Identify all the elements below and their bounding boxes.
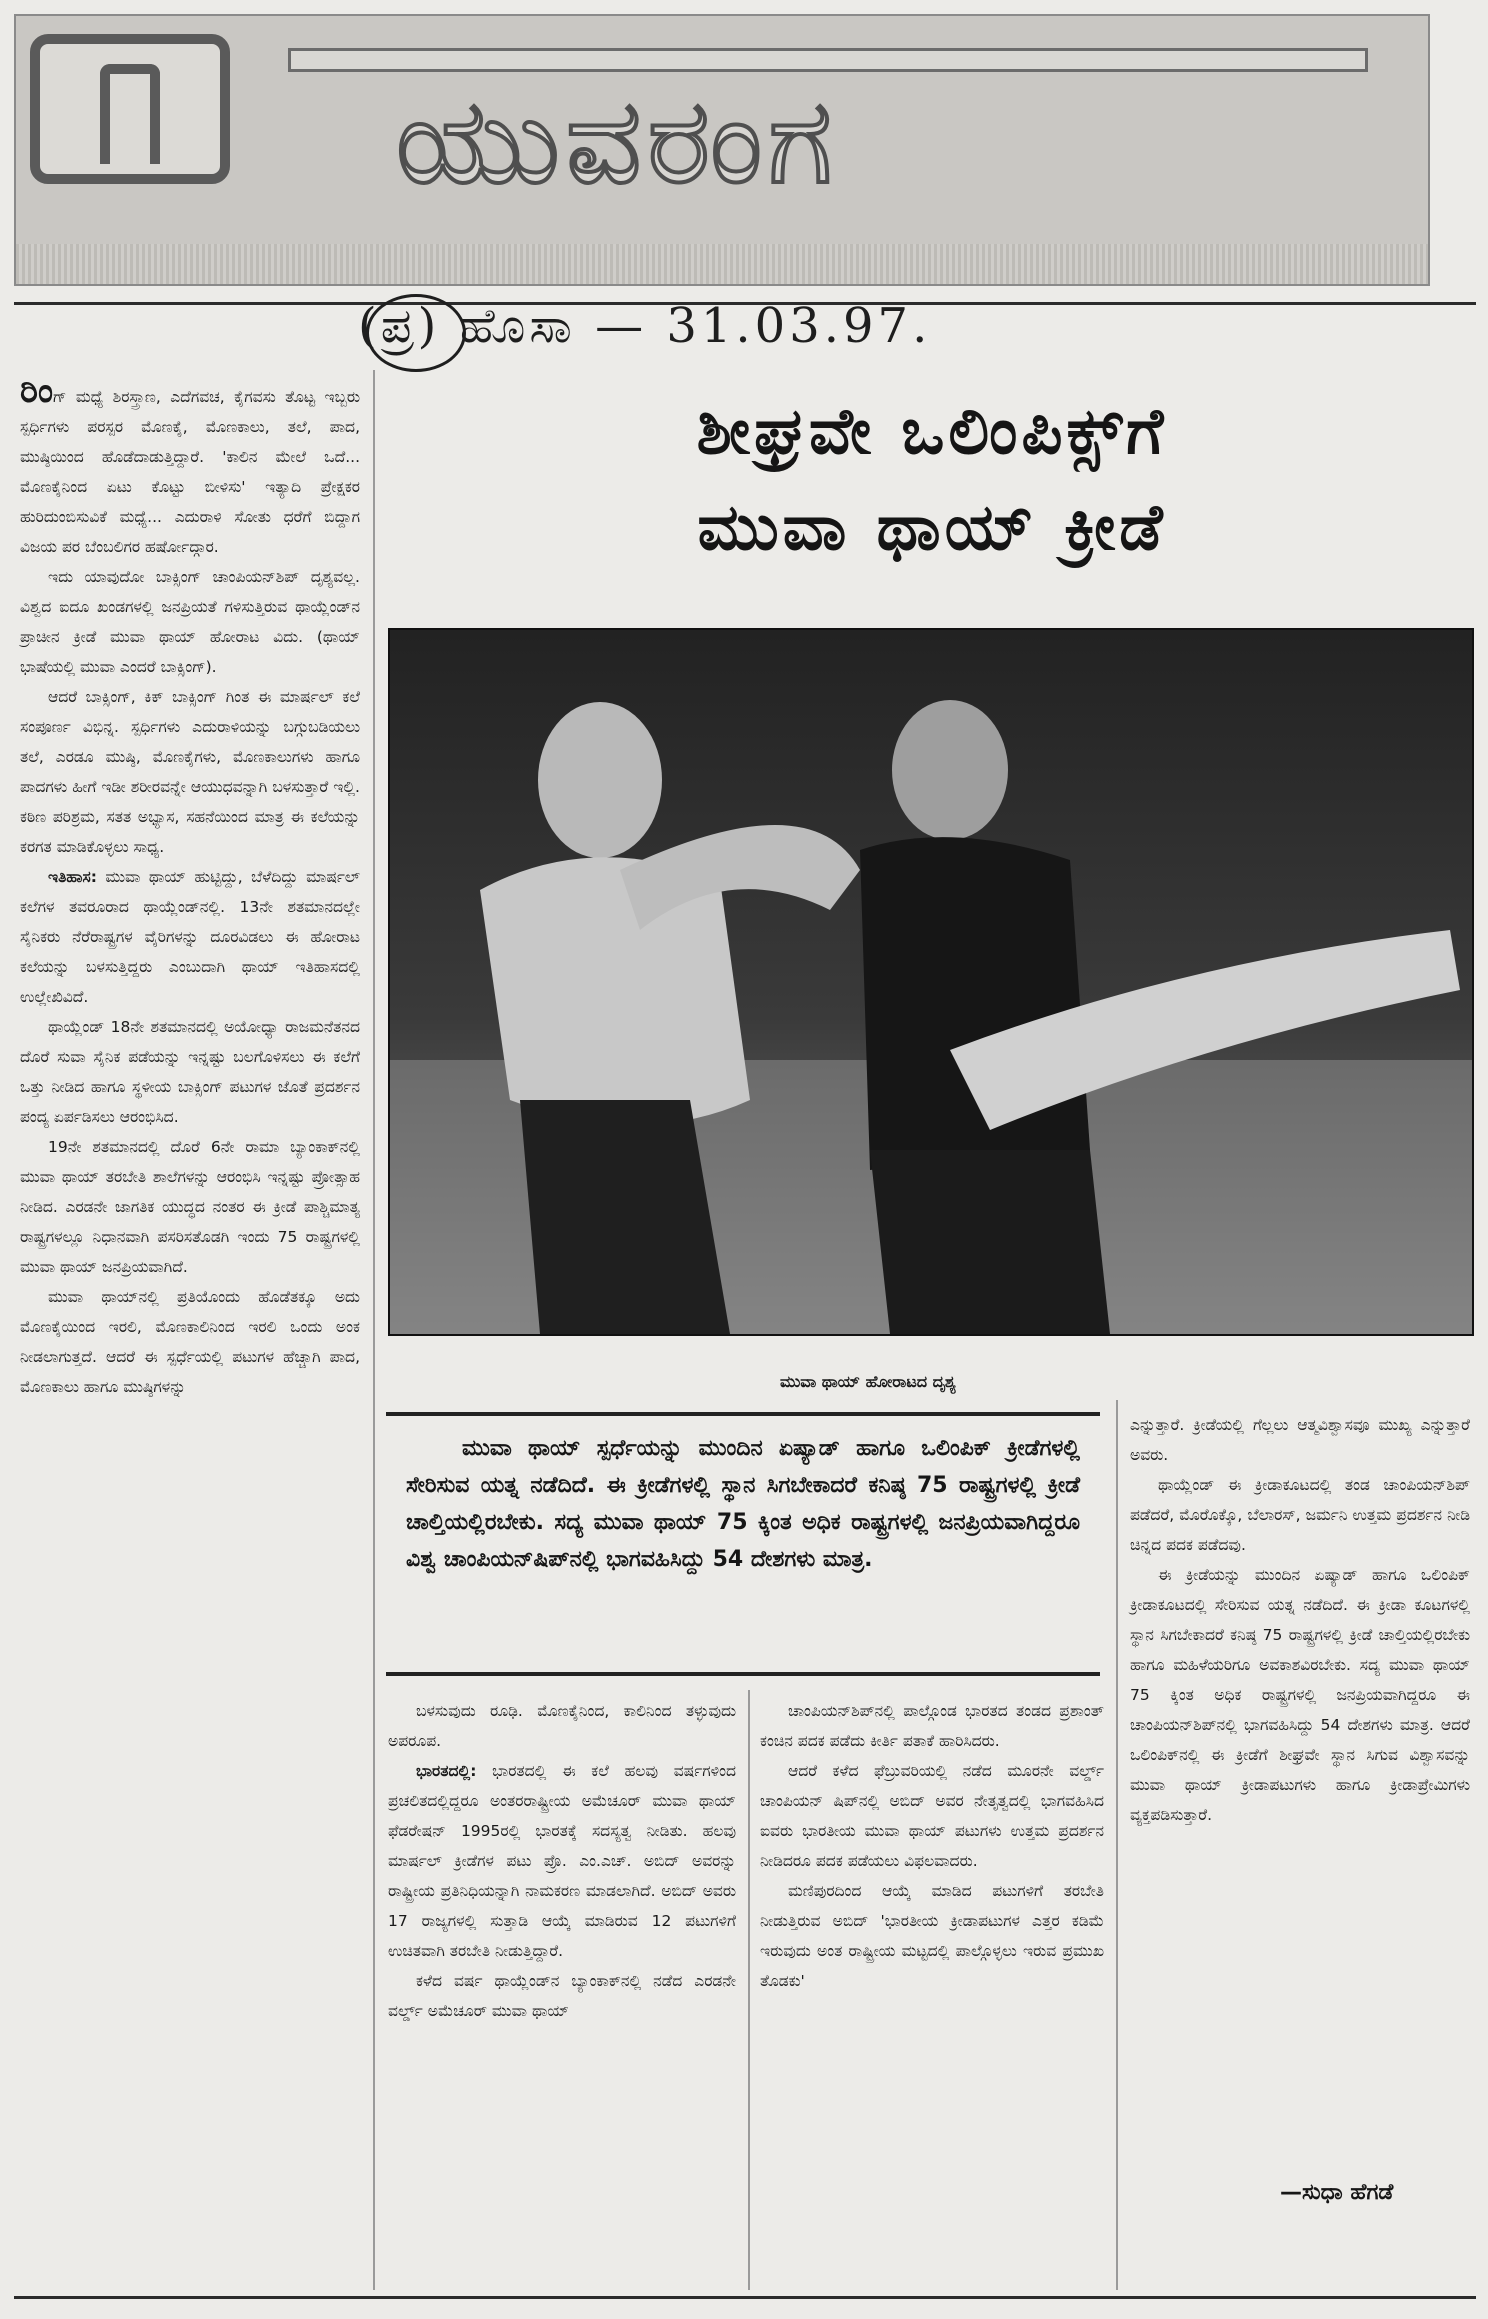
paragraph: ಥಾಯ್ಲೆಂಡ್ ಈ ಕ್ರೀಡಾಕೂಟದಲ್ಲಿ ತಂಡ ಚಾಂಪಿಯನ್‌ಶಿಪ್ ಪಡೆದರೆ, ಮೊರೊಕ್ಕೊ, ಬೆಲಾರಸ್, ಜರ್ಮನಿ ಉತ್ತಮ ಪ್ರದರ್ಶನ ನೀಡಿ ಚಿನ್ನದ ಪದಕ ಪಡೆದವು. xyxy=(1130,1476,1470,1554)
paragraph-text: ಭಾರತದಲ್ಲಿ ಈ ಕಲೆ ಹಲವು ವರ್ಷಗಳಿಂದ ಪ್ರಚಲಿತದಲ್ಲಿದ್ದರೂ ಅಂತರರಾಷ್ಟ್ರೀಯ ಅಮೆಚೂರ್ ಮುವಾ ಥಾಯ್ ಫೆಡರೇಷನ್ 1995ರಲ್ಲಿ ಭಾರತಕ್ಕೆ ಸದಸ್ಯತ್ವ ನೀಡಿತು. ಹಲವು ಮಾರ್ಷಲ್ ಕ್ರೀಡೆಗಳ ಪಟು ಪ್ರೊ. ಎಂ.ಎಚ್. ಅಬಿದ್ ಅವರನ್ನು ರಾಷ್ಟ್ರೀಯ ಪ್ರತಿನಿಧಿಯನ್ನಾಗಿ ನಾಮಕರಣ ಮಾಡಲಾಗಿದೆ. ಅಬಿದ್ ಅವರು 17 ರಾಜ್ಯಗಳಲ್ಲಿ ಸುತ್ತಾಡಿ ಆಯ್ಕೆ ಮಾಡಿರುವ 12 ಪಟುಗಳಿಗೆ ಉಚಿತವಾಗಿ ತರಬೇತಿ ನೀಡುತ್ತಿದ್ದಾರೆ. xyxy=(388,1762,736,1960)
photo-illustration xyxy=(390,630,1472,1334)
paragraph: ಮಣಿಪುರದಿಂದ ಆಯ್ಕೆ ಮಾಡಿದ ಪಟುಗಳಿಗೆ ತರಬೇತಿ ನೀಡುತ್ತಿರುವ ಅಬಿದ್ 'ಭಾರತೀಯ ಕ್ರೀಡಾಪಟುಗಳ ಎತ್ತರ ಕಡಿಮೆ ಇರುವುದು ಅಂತ ರಾಷ್ಟ್ರೀಯ ಮಟ್ಟದಲ್ಲಿ ಪಾಲ್ಗೊಳ್ಳಲು ಇರುವ ಪ್ರಮುಖ ತೊಡಕು' xyxy=(760,1882,1104,1990)
paragraph: ಮುವಾ ಥಾಯ್‌ನಲ್ಲಿ ಪ್ರತಿಯೊಂದು ಹೊಡೆತಕ್ಕೂ ಅದು ಮೊಣಕೈಯಿಂದ ಇರಲಿ, ಮೊಣಕಾಲಿನಿಂದ ಇರಲಿ ಒಂದು ಅಂಕ ನೀಡಲಾಗುತ್ತದೆ. ಆದರೆ ಈ ಸ್ಪರ್ಧೆಯಲ್ಲಿ ಪಟುಗಳ ಹೆಚ್ಚಾಗಿ ಪಾದ, ಮೊಣಕಾಲು ಹಾಗೂ ಮುಷ್ಠಿಗಳನ್ನು xyxy=(20,1288,360,1396)
paragraph xyxy=(20,862,360,1012)
masthead xyxy=(14,14,1430,286)
paragraph: ಕಳೆದ ವರ್ಷ ಥಾಯ್ಲೆಂಡ್‌ನ ಬ್ಯಾಂಕಾಕ್‌ನಲ್ಲಿ ನಡೆದ ಎರಡನೇ ವರ್ಲ್ಡ್ ಅಮೆಚೂರ್ ಮುವಾ ಥಾಯ್ xyxy=(388,1972,736,2020)
headline-line-1: ಶೀಘ್ರವೇ ಒಲಿಂಪಿಕ್ಸ್‌ಗೆ xyxy=(696,395,1168,469)
masthead-rule xyxy=(288,48,1368,72)
paragraph: ಈ ಕ್ರೀಡೆಯನ್ನು ಮುಂದಿನ ಏಷ್ಯಾಡ್ ಹಾಗೂ ಒಲಿಂಪಿಕ್ ಕ್ರೀಡಾಕೂಟದಲ್ಲಿ ಸೇರಿಸುವ ಯತ್ನ ನಡೆದಿದೆ. ಈ ಕ್ರೀಡಾ ಕೂಟಗಳಲ್ಲಿ ಸ್ಥಾನ ಸಿಗಬೇಕಾದರೆ ಕನಿಷ್ಠ 75 ರಾಷ್ಟ್ರಗಳಲ್ಲಿ ಕ್ರೀಡೆ ಚಾಲ್ತಿಯಲ್ಲಿರಬೇಕು ಹಾಗೂ ಮಹಿಳೆಯರಿಗೂ ಅವಕಾಶವಿರಬೇಕು. ಸದ್ಯ ಮುವಾ ಥಾಯ್ 75 ಕ್ಕಿಂತ ಅಧಿಕ ರಾಷ್ಟ್ರಗಳಲ್ಲಿ ಜನಪ್ರಿಯವಾಗಿದ್ದರೂ ಈ ಚಾಂಪಿಯನ್‌ಶಿಪ್‌ನಲ್ಲಿ ಭಾಗವಹಿಸಿದ್ದು 54 ದೇಶಗಳು ಮಾತ್ರ. ಆದರೆ ಒಲಿಂಪಿಕ್‌ನಲ್ಲಿ ಈ ಕ್ರೀಡೆಗೆ ಶೀಘ್ರವೇ ಸ್ಥಾನ ಸಿಗುವ ವಿಶ್ವಾಸವನ್ನು ಮುವಾ ಥಾಯ್ ಕ್ರೀಡಾಪಟುಗಳು ಹಾಗೂ ಕ್ರೀಡಾಪ್ರೇಮಿಗಳು ವ್ಯಕ್ತಪಡಿಸುತ್ತಾರೆ. xyxy=(1130,1566,1470,1824)
masthead-texture xyxy=(16,244,1428,284)
headline-line-2: ಮುವಾ ಥಾಯ್ ಕ್ರೀಡೆ xyxy=(697,491,1167,565)
paragraph: ಥಾಯ್ಲೆಂಡ್ 18ನೇ ಶತಮಾನದಲ್ಲಿ ಅಯೋಧ್ಯಾ ರಾಜಮನೆತನದ ದೊರೆ ಸುವಾ ಸೈನಿಕ ಪಡೆಯನ್ನು ಇನ್ನಷ್ಟು ಬಲಗೊಳಿಸಲು ಈ ಕಲೆಗೆ ಒತ್ತು ನೀಡಿದ ಹಾಗೂ ಸ್ಥಳೀಯ ಬಾಕ್ಸಿಂಗ್ ಪಟುಗಳ ಜೊತೆ ಪ್ರದರ್ಶನ ಪಂದ್ಯ ಏರ್ಪಡಿಸಲು ಆರಂಭಿಸಿದ. xyxy=(20,1018,360,1126)
headline xyxy=(392,384,1472,576)
handwritten-date-note: (ಪ್ರ) ಹೊಸಾ — 31.03.97. xyxy=(358,298,932,354)
paragraph: 19ನೇ ಶತಮಾನದಲ್ಲಿ ದೊರೆ 6ನೇ ರಾಮಾ ಬ್ಯಾಂಕಾಕ್‌ನಲ್ಲಿ ಮುವಾ ಥಾಯ್ ತರಬೇತಿ ಶಾಲೆಗಳನ್ನು ಆರಂಭಿಸಿ ಇನ್ನಷ್ಟು ಪ್ರೋತ್ಸಾಹ ನೀಡಿದ. ಎರಡನೇ ಜಾಗತಿಕ ಯುದ್ಧದ ನಂತರ ಈ ಕ್ರೀಡೆ ಪಾಶ್ಚಿಮಾತ್ಯ ರಾಷ್ಟ್ರಗಳಲ್ಲೂ ನಿಧಾನವಾಗಿ ಪಸರಿಸತೊಡಗಿ ಇಂದು 75 ರಾಷ್ಟ್ರಗಳಲ್ಲಿ ಮುವಾ ಥಾಯ್ ಜನಪ್ರಿಯವಾಗಿದೆ. xyxy=(20,1138,360,1276)
intro-text: ಮುವಾ ಥಾಯ್ ಸ್ಪರ್ಧೆಯನ್ನು ಮುಂದಿನ ಏಷ್ಯಾಡ್ ಹಾಗೂ ಒಲಿಂಪಿಕ್ ಕ್ರೀಡೆಗಳಲ್ಲಿ ಸೇರಿಸುವ ಯತ್ನ ನಡೆದಿದೆ. ಈ ಕ್ರೀಡೆಗಳಲ್ಲಿ ಸ್ಥಾನ ಸಿಗಬೇಕಾದರೆ ಕನಿಷ್ಠ 75 ರಾಷ್ಟ್ರಗಳಲ್ಲಿ ಕ್ರೀಡೆ ಚಾಲ್ತಿಯಲ್ಲಿರಬೇಕು. ಸದ್ಯ ಮುವಾ ಥಾಯ್ 75 ಕ್ಕಿಂತ ಅಧಿಕ ರಾಷ್ಟ್ರಗಳಲ್ಲಿ ಜನಪ್ರಿಯವಾಗಿದ್ದರೂ ವಿಶ್ವ ಚಾಂಪಿಯನ್‌ಷಿಪ್‌ನಲ್ಲಿ ಭಾಗವಹಿಸಿದ್ದು 54 ದೇಶಗಳು ಮಾತ್ರ. xyxy=(406,1436,1080,1572)
intro-box xyxy=(386,1412,1100,1676)
subheading-history: ಇತಿಹಾಸ: xyxy=(48,868,97,886)
author-byline: —ಸುಧಾ ಹೆಗಡೆ xyxy=(1280,2180,1394,2205)
column-divider xyxy=(373,370,375,2290)
paragraph: ರಿಂಗ್ ಮಧ್ಯೆ ಶಿರಸ್ತ್ರಾಣ, ಎದೆಗವಚ, ಕೈಗವಸು ತೊಟ್ಟ ಇಬ್ಬರು ಸ್ಪರ್ಧಿಗಳು ಪರಸ್ಪರ ಮೊಣಕೈ, ಮೊಣಕಾಲು, ತಲೆ, ಪಾದ, ಮುಷ್ಠಿಯಿಂದ ಹೊಡೆದಾಡುತ್ತಿದ್ದಾರೆ. 'ಕಾಲಿನ ಮೇಲೆ ಒದೆ... ಮೊಣಕೈನಿಂದ ಏಟು ಕೊಟ್ಟು ಬೀಳಿಸು' ಇತ್ಯಾದಿ ಪ್ರೇಕ್ಷಕರ ಹುರಿದುಂಬಿಸುವಿಕೆ ಮಧ್ಯೆ... ಎದುರಾಳಿ ಸೋತು ಧರೆಗೆ ಬಿದ್ದಾಗ ವಿಜಯ ಪರ ಬೆಂಬಲಿಗರ ಹರ್ಷೋದ್ಗಾರ. xyxy=(20,371,360,556)
paragraph: ಆದರೆ ಬಾಕ್ಸಿಂಗ್, ಕಿಕ್ ಬಾಕ್ಸಿಂಗ್ ಗಿಂತ ಈ ಮಾರ್ಷಲ್ ಕಲೆ ಸಂಪೂರ್ಣ ವಿಭಿನ್ನ. ಸ್ಪರ್ಧಿಗಳು ಎದುರಾಳಿಯನ್ನು ಬಗ್ಗುಬಡಿಯಲು ತಲೆ, ಎರಡೂ ಮುಷ್ಠಿ, ಮೊಣಕೈಗಳು, ಮೊಣಕಾಲುಗಳು ಹಾಗೂ ಪಾದಗಳು ಹೀಗೆ ಇಡೀ ಶರೀರವನ್ನೇ ಆಯುಧವನ್ನಾಗಿ ಬಳಸುತ್ತಾರೆ ಇಲ್ಲಿ. ಕಠಿಣ ಪರಿಶ್ರಮ, ಸತತ ಅಭ್ಯಾಸ, ಸಹನೆಯಿಂದ ಮಾತ್ರ ಈ ಕಲೆಯನ್ನು ಕರಗತ ಮಾಡಿಕೊಳ್ಳಲು ಸಾಧ್ಯ. xyxy=(20,688,360,856)
paragraph: ಆದರೆ ಕಳೆದ ಫೆಬ್ರುವರಿಯಲ್ಲಿ ನಡೆದ ಮೂರನೇ ವರ್ಲ್ಡ್ ಚಾಂಪಿಯನ್ ಷಿಪ್‌ನಲ್ಲಿ ಅಬಿದ್ ಅವರ ನೇತೃತ್ವದಲ್ಲಿ ಭಾಗವಹಿಸಿದ ಐವರು ಭಾರತೀಯ ಮುವಾ ಥಾಯ್ ಪಟುಗಳು ಉತ್ತಮ ಪ್ರದರ್ಶನ ನೀಡಿದರೂ ಪದಕ ಪಡೆಯಲು ವಿಫಲವಾದರು. xyxy=(760,1762,1104,1870)
muay-thai-fight-photo xyxy=(388,628,1474,1336)
paragraph: ಇದು ಯಾವುದೋ ಬಾಕ್ಸಿಂಗ್ ಚಾಂಪಿಯನ್‌ಶಿಪ್ ದೃಶ್ಯವಲ್ಲ. ವಿಶ್ವದ ಐದೂ ಖಂಡಗಳಲ್ಲಿ ಜನಪ್ರಿಯತೆ ಗಳಿಸುತ್ತಿರುವ ಥಾಯ್ಲೆಂಡ್‌ನ ಪ್ರಾಚೀನ ಕ್ರೀಡೆ ಮುವಾ ಥಾಯ್ ಹೋರಾಟ ವಿದು. (ಥಾಯ್ ಭಾಷೆಯಲ್ಲಿ ಮುವಾ ಎಂದರೆ ಬಾಕ್ಸಿಂಗ್). xyxy=(20,568,360,676)
bottom-rule xyxy=(14,2296,1476,2299)
paragraph: ಚಾಂಪಿಯನ್‌ಶಿಪ್‌ನಲ್ಲಿ ಪಾಲ್ಗೊಂಡ ಭಾರತದ ತಂಡದ ಪ್ರಶಾಂತ್ ಕಂಚಿನ ಪದಕ ಪಡೆದು ಕೀರ್ತಿ ಪತಾಕೆ ಹಾರಿಸಿದರು. xyxy=(760,1702,1104,1750)
column-divider xyxy=(748,1690,750,2290)
photo-caption: ಮುವಾ ಥಾಯ್ ಹೋರಾಟದ ದೃಶ್ಯ xyxy=(780,1372,956,1391)
article-column-2 xyxy=(388,1696,736,2026)
paragraph: ಎನ್ನುತ್ತಾರೆ. ಕ್ರೀಡೆಯಲ್ಲಿ ಗೆಲ್ಲಲು ಆತ್ಮವಿಶ್ವಾಸವೂ ಮುಖ್ಯ ಎನ್ನುತ್ತಾರೆ ಅವರು. xyxy=(1130,1416,1470,1464)
masthead-title: ಯುವರಂಗ xyxy=(396,72,839,210)
article-column-4 xyxy=(1130,1410,1470,1830)
section-logo xyxy=(30,34,230,184)
paragraph-text: ಮುವಾ ಥಾಯ್ ಹುಟ್ಟಿದ್ದು, ಬೆಳೆದಿದ್ದು ಮಾರ್ಷಲ್ ಕಲೆಗಳ ತವರೂರಾದ ಥಾಯ್ಲೆಂಡ್‌ನಲ್ಲಿ. 13ನೇ ಶತಮಾನದಲ್ಲೇ ಸೈನಿಕರು ನೆರೆರಾಷ್ಟ್ರಗಳ ವೈರಿಗಳನ್ನು ದೂರವಿಡಲು ಈ ಹೋರಾಟ ಕಲೆಯನ್ನು ಬಳಸುತ್ತಿದ್ದರು ಎಂಬುದಾಗಿ ಥಾಯ್ ಇತಿಹಾಸದಲ್ಲಿ ಉಲ್ಲೇಖಿವಿದೆ. xyxy=(20,868,360,1006)
article-column-3 xyxy=(760,1696,1104,1996)
subheading-india: ಭಾರತದಲ್ಲಿ: xyxy=(416,1762,477,1780)
paragraph xyxy=(388,1756,736,1966)
column-divider xyxy=(1116,1400,1118,2290)
paragraph: ಬಳಸುವುದು ರೂಢಿ. ಮೊಣಕೈನಿಂದ, ಕಾಲಿನಿಂದ ತಳ್ಳುವುದು ಅಪರೂಪ. xyxy=(388,1702,736,1750)
article-column-1 xyxy=(20,371,360,1402)
